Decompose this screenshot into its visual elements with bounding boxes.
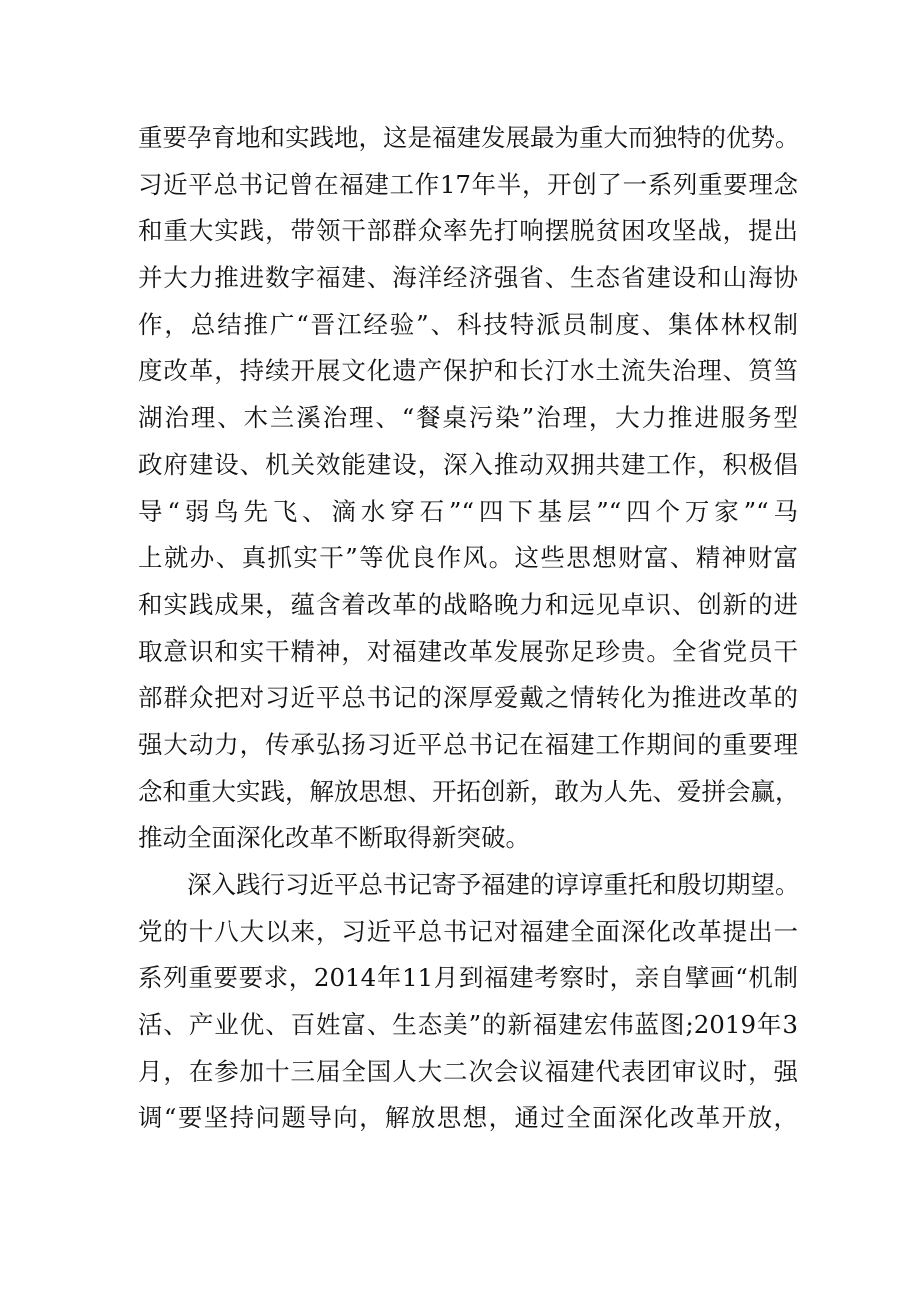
- text-line: 并大力推进数字福建、海洋经济强省、生态省建设和山海协: [138, 263, 798, 293]
- text-line: 党的十八大以来，习近平总书记对福建全面深化改革提出一: [138, 916, 798, 946]
- text-line: 和实践成果，蕴含着改革的战略晚力和远见卓识、创新的进: [138, 589, 798, 619]
- text-line: 部群众把对习近平总书记的深厚爱戴之情转化为推进改革的: [138, 683, 798, 713]
- text-line: 系列重要要求，2014年11月到福建考察时，亲自擘画“机制: [138, 963, 798, 993]
- text-line: 湖治理、木兰溪治理、“餐桌污染”治理，大力推进服务型: [138, 403, 798, 433]
- text-line: 政府建设、机关效能建设，深入推动双拥共建工作，积极倡: [138, 449, 798, 479]
- text-line: 上就办、真抓实干”等优良作风。这些思想财富、精神财富: [138, 543, 798, 573]
- text-line: 活、产业优、百姓富、生态美”的新福建宏伟蓝图;2019年3: [138, 1010, 798, 1040]
- text-line: 月，在参加十三届全国人大二次会议福建代表团审议时，强: [138, 1056, 798, 1086]
- text-line: 导“弱鸟先飞、滴水穿石”“四下基层”“四个万家”“马: [138, 496, 798, 526]
- text-line: 强大动力，传承弘扬习近平总书记在福建工作期间的重要理: [138, 729, 798, 759]
- text-line: 和重大实践，带领干部群众率先打响摆脱贫困攻坚战，提出: [138, 216, 798, 246]
- text-line: 推动全面深化改革不断取得新突破。: [138, 823, 530, 853]
- text-line: 重要孕育地和实践地，这是福建发展最为重大而独特的优势。: [138, 123, 800, 152]
- text-line: 习近平总书记曾在福建工作17年半，开创了一系列重要理念: [138, 169, 798, 199]
- text-line: 取意识和实干精神，对福建改革发展弥足珍贵。全省党员干: [138, 636, 798, 666]
- text-line: 调“要坚持问题导向，解放思想，通过全面深化改革开放，: [138, 1103, 798, 1133]
- text-line: 念和重大实践，解放思想、开拓创新，敢为人先、爱拼会赢，: [138, 776, 800, 806]
- text-line: 作，总结推广“晋江经验”、科技特派员制度、集体林权制: [138, 309, 798, 339]
- paragraph-first-line: 深入践行习近平总书记寄予福建的谆谆重托和殷切期望。: [187, 870, 800, 899]
- document-body: [138, 115, 798, 1142]
- text-line: 度改革，持续开展文化遗产保护和长汀水土流失治理、筼筜: [138, 356, 798, 386]
